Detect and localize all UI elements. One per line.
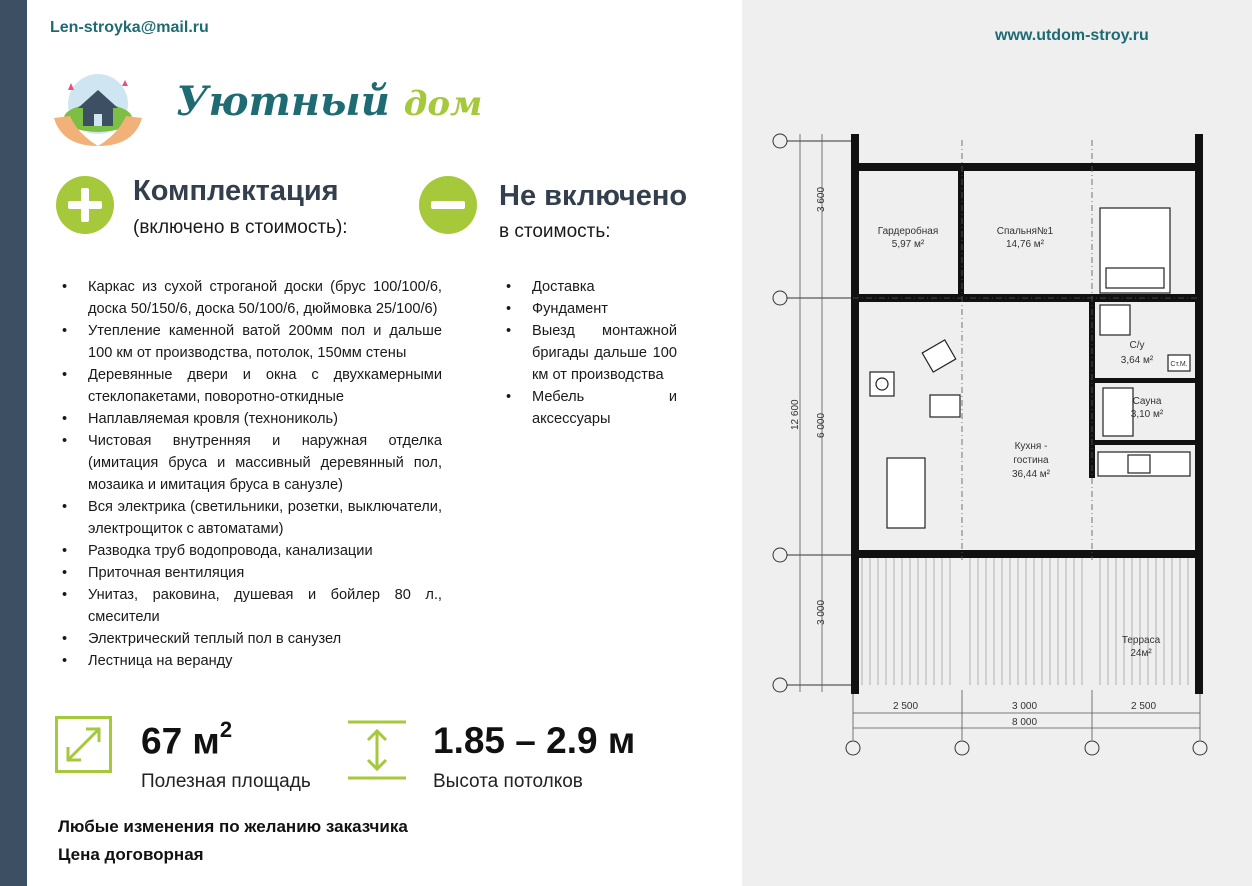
excluded-title: Не включено — [499, 180, 688, 212]
list-item: • Выезд монтажной бригады дальше 100 км от производства — [502, 320, 677, 386]
room-area: 36,44 м² — [1011, 469, 1051, 480]
list-item: • Чистовая внутренняя и наружная отделка (имитация бруса и массивный деревянный пол, мозаика и имитация бруса в санузле) — [58, 430, 442, 496]
axis-marker — [773, 548, 787, 562]
room-name: Кухня - — [1014, 441, 1048, 452]
room-name: Спальня№1 — [996, 226, 1054, 237]
height-label: Высота потолков — [433, 771, 583, 792]
room-name: Сауна — [1132, 396, 1162, 407]
pillow — [1106, 268, 1164, 288]
wall — [1195, 134, 1203, 694]
axis-marker — [773, 134, 787, 148]
area-value: 67 $м^2$ — [141, 717, 233, 762]
wall — [851, 550, 1203, 558]
dim-label: 3 000 — [1012, 701, 1038, 712]
stove-burner — [876, 378, 888, 390]
sink — [1128, 455, 1150, 473]
list-item: • Каркас из сухой строганой доски (брус 100/100/6, доска 50/150/6, доска 50/100/6, дюймовка 25/100/6) — [58, 276, 442, 320]
included-list — [58, 276, 442, 672]
axis-marker — [773, 291, 787, 305]
height-icon — [346, 719, 408, 781]
brand-name: Уютный дом — [176, 78, 483, 125]
dim-label: 3 000 — [816, 599, 827, 625]
list-item: • Унитаз, раковина, душевая и бойлер 80 л., смесители — [58, 584, 442, 628]
list-item: • Мебель и аксессуары — [502, 386, 677, 430]
room-area: 14,76 м² — [1005, 239, 1045, 250]
list-item: • Электрический теплый пол в санузел — [58, 628, 442, 650]
dim-label: 12 600 — [790, 399, 801, 430]
room-area: 24м² — [1130, 648, 1152, 659]
included-title: Комплектация — [133, 175, 339, 207]
armchair — [922, 340, 956, 372]
footer-note: Любые изменения по желанию заказчика — [58, 817, 408, 836]
list-item: • Утепление каменной ватой 200мм пол и дальше 100 км от производства, потолок, 150мм стены — [58, 320, 442, 364]
list-item: • Наплавляемая кровля (технониколь) — [58, 408, 442, 430]
list-item: • Фундамент — [502, 298, 677, 320]
logo-house-icon — [48, 68, 148, 152]
room-area: 5,97 м² — [891, 239, 925, 250]
plus-icon — [56, 176, 114, 234]
armchair — [930, 395, 960, 417]
list-item: • Вся электрика (светильники, розетки, выключатели, электрощиток с автоматами) — [58, 496, 442, 540]
equipment-label: Ст.М. — [1170, 361, 1188, 368]
website-link[interactable]: www.utdom-stroy.ru — [995, 27, 1149, 44]
included-subtitle: (включено в стоимость): — [133, 217, 348, 238]
list-item: • Деревянные двери и окна с двухкамерными стеклопакетами, поворотно-откидные — [58, 364, 442, 408]
room-area: 3,10 м² — [1130, 409, 1164, 420]
wall — [1089, 440, 1199, 445]
dim-label: 3 600 — [816, 186, 827, 212]
dim-label: 8 000 — [1012, 717, 1038, 728]
axis-marker — [846, 741, 860, 755]
axis-marker — [1193, 741, 1207, 755]
room-area: 3,64 м² — [1120, 355, 1154, 366]
room-name: Терраса — [1121, 635, 1161, 646]
dining-table — [887, 458, 925, 528]
area-label: Полезная площадь — [141, 771, 311, 792]
dim-label: 2 500 — [893, 701, 919, 712]
list-item: • Приточная вентиляция — [58, 562, 442, 584]
dim-label: 2 500 — [1131, 701, 1157, 712]
axis-marker — [773, 678, 787, 692]
axis-marker — [1085, 741, 1099, 755]
left-accent-bar — [0, 0, 27, 886]
area-icon — [55, 716, 112, 773]
wall — [1089, 378, 1199, 383]
list-item: • Лестница на веранду — [58, 650, 442, 672]
axis-marker — [955, 741, 969, 755]
excluded-subtitle: в стоимость: — [499, 221, 611, 242]
minus-icon — [419, 176, 477, 234]
room-name: Гардеробная — [877, 226, 939, 237]
excluded-list — [502, 276, 677, 430]
room-name: С/у — [1129, 340, 1145, 351]
height-value: 1.85 – 2.9 м — [433, 720, 636, 761]
wall — [851, 134, 859, 694]
email-address[interactable]: Len-stroyka@mail.ru — [50, 19, 209, 36]
footer-price: Цена договорная — [58, 845, 204, 864]
dim-label: 6 000 — [816, 412, 827, 438]
list-item: • Разводка труб водопровода, канализации — [58, 540, 442, 562]
sauna-bench — [1103, 388, 1133, 436]
floor-plan — [742, 100, 1252, 760]
room-name: гостина — [1013, 455, 1049, 466]
list-item: • Доставка — [502, 276, 677, 298]
wall — [958, 163, 964, 298]
wall — [851, 163, 1203, 171]
shower — [1100, 305, 1130, 335]
